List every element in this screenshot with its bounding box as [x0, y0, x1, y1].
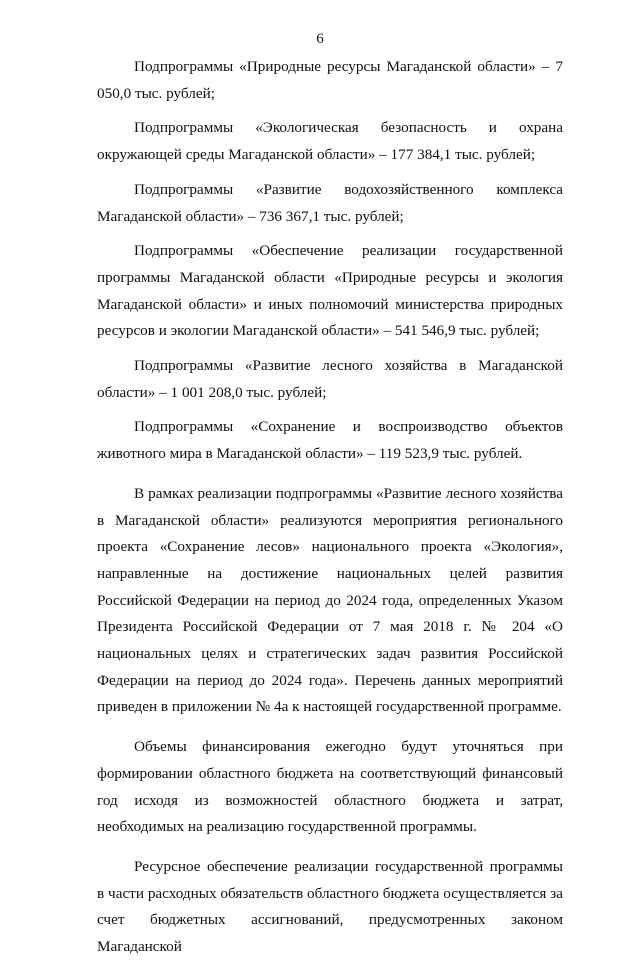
paragraph-subprogram-forestry: Подпрограммы «Развитие лесного хозяйства в Магаданской области» – 1 001 208,0 тыс. рублей;: [97, 357, 563, 401]
document-body: [97, 54, 563, 969]
paragraph-subprogram-natural-resources: Подпрограммы «Природные ресурсы Магаданской области» – 7 050,0 тыс. рублей;: [97, 58, 563, 102]
paragraph-resource-support: Ресурсное обеспечение реализации государственной программы в части расходных обязательств областного бюджета осуществляется за счет бюджетных ассигнований, предусмотренных законом Магаданской: [97, 857, 563, 956]
paragraph-funding-volumes: Объемы финансирования ежегодно будут уточняться при формировании областного бюджета на соответствующий финансовый год исходя из возможностей областного бюджета и затрат, необходимых на реализацию государственной программы.: [97, 738, 563, 836]
paragraph-subprogram-wildlife: Подпрограммы «Сохранение и воспроизводство объектов животного мира в Магаданской области» – 119 523,9 тыс. рублей.: [97, 418, 563, 463]
paragraph-subprogram-ecological-safety: Подпрограммы «Экологическая безопасность и охрана окружающей среды Магаданской области» – 177 384,1 тыс. рублей;: [97, 119, 563, 164]
paragraph-subprogram-program-support: Подпрограммы «Обеспечение реализации государственной программы Магаданской области «Природные ресурсы и экология Магаданской области» и иных полномочий министерства природных ресурсов и экологии Магаданской области» – 541 546,9 тыс. рублей;: [97, 242, 563, 340]
page-number: 6: [316, 31, 324, 47]
paragraph-forest-project: В рамках реализации подпрограммы «Развитие лесного хозяйства в Магаданской области» реализуются мероприятия регионального проекта «Сохранение лесов» национального проекта «Экология», направленные на достижение национальных целей развития Российской Федерации на период до 2024 года, определенных Указом Президента Российской Федерации от 7 мая 2018 г. № 204 «О национальных целях и стратегических задач развития Российской Федерации на период до 2024 года». Перечень данных мероприятий приведен в приложении № 4а к настоящей государственной программе.: [97, 484, 563, 716]
paragraph-subprogram-water-management: Подпрограммы «Развитие водохозяйственного комплекса Магаданской области» – 736 367,1 тыс. рублей;: [97, 180, 563, 225]
